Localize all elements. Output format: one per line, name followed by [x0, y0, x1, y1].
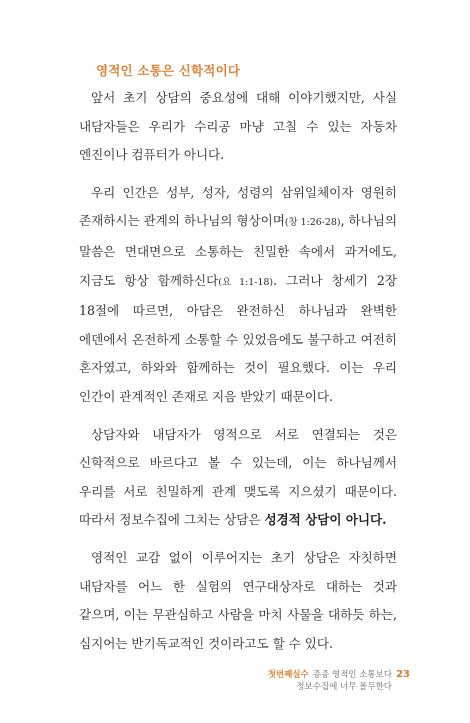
paragraph-1 — [79, 84, 397, 170]
paragraph-2-text-a: 우리 인간은 성부, 성자, 성령의 삼위일체이자 영원히 존재하시는 관계의 하나님의 형상이며 — [79, 184, 397, 229]
emphasis-text: 성경적 상담이 아니다. — [264, 512, 387, 528]
running-title-line-1: 종종 영적인 소통보다 — [312, 670, 393, 680]
chapter-label: 첫번째실수 — [267, 670, 309, 680]
paragraph-4 — [79, 544, 397, 658]
page-number: 23 — [396, 669, 410, 680]
paragraph-2-text-c: . 그러나 창세기 2장 18절에 따르면, 아담은 완전하신 하나님과 완벽한 에덴에서 온전하게 소통할 수 있었음에도 불구하고 여전히 혼자였고, 하와와 함께하는 것이 필요했다. 이는 우리 인간이 관계적인 존재로 지음 받았기 때문이다. — [79, 272, 397, 404]
footer-line-2 — [268, 681, 392, 693]
paragraph-2 — [79, 179, 397, 412]
running-footer — [268, 669, 410, 693]
paragraph-4-text: 영적인 교감 없이 이루어지는 초기 상담은 자칫하면 내담자를 어느 한 실험의 연구대상자로 대하는 것과 같으며, 이는 무관심하고 사람을 마치 사물을 대하듯 하는, 심지어는 반기독교적인 것이라고도 할 수 있다. — [79, 549, 397, 651]
section-heading: 영적인 소통은 신학적이다 — [96, 63, 241, 78]
paragraph-3-text: 상담자와 내담자가 영적으로 서로 연결되는 것은 신학적으로 바르다고 볼 수 있는데, 이는 하나님께서 우리를 서로 친밀하게 관계 맺도록 지으셨기 때문이다. 따라서 정보수집에 그치는 상담은 — [79, 426, 397, 528]
scripture-citation: (창 1:26-28) — [284, 217, 341, 229]
running-title-line-2: 정보수집에 너무 몰두한다 — [296, 682, 392, 692]
body-text — [79, 84, 397, 667]
paragraph-1-text: 앞서 초기 상담의 중요성에 대해 이야기했지만, 사실 내담자들은 우리가 수리공 마냥 고칠 수 있는 자동차 엔진이나 컴퓨터가 아니다. — [79, 90, 397, 163]
scripture-citation: (요 1:1-18) — [218, 276, 274, 288]
paragraph-3 — [79, 421, 397, 535]
paragraph-2-text-b: , 하나님의 말씀은 면대면으로 소통하는 친밀한 속에서 과거에도, 지금도 항상 함께하신다 — [79, 213, 397, 288]
footer-line-1 — [268, 669, 410, 681]
